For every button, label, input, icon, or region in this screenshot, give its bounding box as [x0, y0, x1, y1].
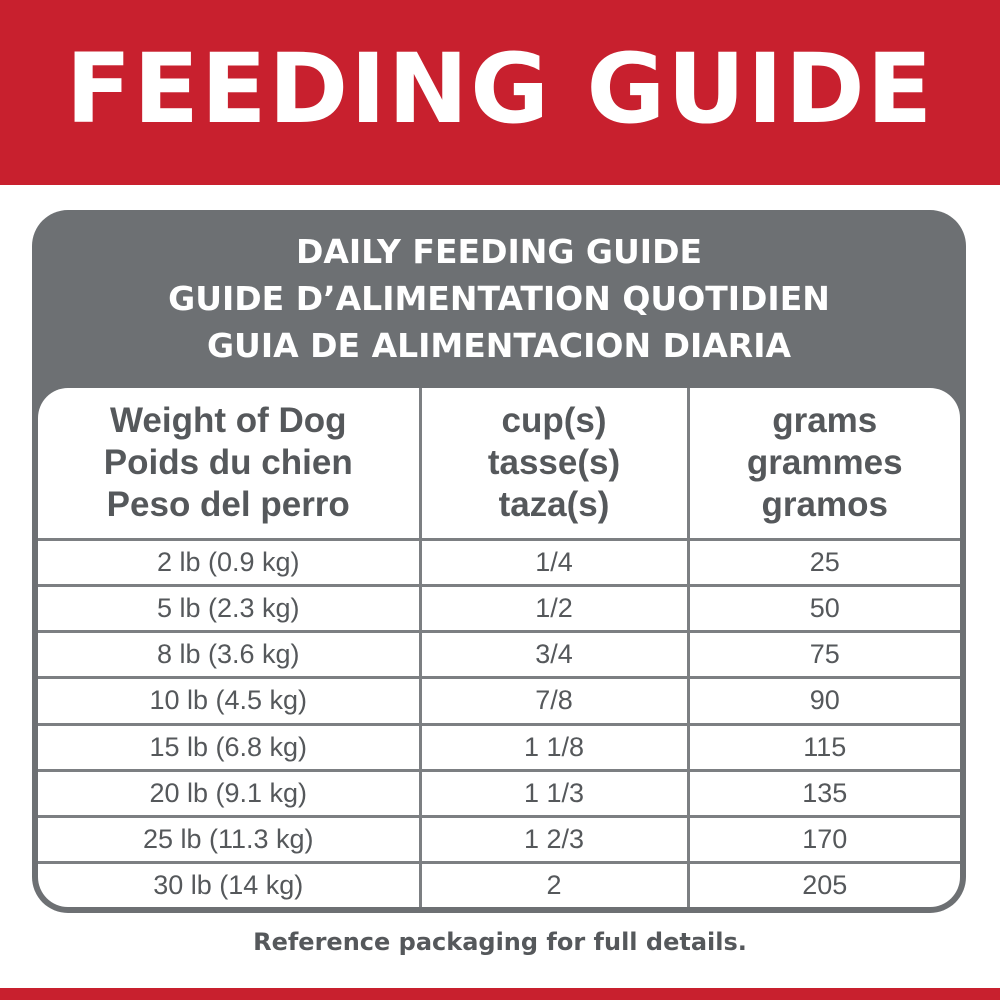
- cups-cell: 1 1/8: [420, 724, 688, 770]
- header-cups-en: cup(s): [501, 401, 607, 440]
- grams-cell: 75: [688, 632, 960, 678]
- bottom-bar: [0, 988, 1000, 1000]
- weight-cell: 25 lb (11.3 kg): [38, 816, 420, 862]
- weight-cell: 30 lb (14 kg): [38, 862, 420, 907]
- cups-cell: 3/4: [420, 632, 688, 678]
- footer-note: Reference packaging for full details.: [253, 928, 747, 956]
- header-weight: [38, 388, 420, 540]
- cups-cell: 1/4: [420, 540, 688, 586]
- header-cups-fr: tasse(s): [487, 443, 621, 482]
- feeding-table: [38, 388, 960, 907]
- weight-cell: 2 lb (0.9 kg): [38, 540, 420, 586]
- grams-cell: 170: [688, 816, 960, 862]
- grams-cell: 90: [688, 678, 960, 724]
- grams-cell: 205: [802, 869, 848, 900]
- header-grams: [688, 388, 960, 540]
- header-cups: [420, 388, 688, 540]
- table-row: [38, 540, 960, 586]
- table-header-row: [38, 388, 960, 540]
- cups-cell: 1 2/3: [420, 816, 688, 862]
- weight-cell: 15 lb (6.8 kg): [38, 724, 420, 770]
- table-row: [38, 862, 960, 907]
- feeding-table-container: [38, 388, 960, 907]
- header-weight-fr: Poids du chien: [103, 443, 353, 482]
- cups-cell: 1/2: [420, 586, 688, 632]
- card-title-spanish: GUIA DE ALIMENTACION DIARIA: [206, 326, 792, 365]
- table-row: [38, 678, 960, 724]
- card-titles: [32, 228, 966, 369]
- cups-cell: 1 1/3: [420, 770, 688, 816]
- table-row: [38, 632, 960, 678]
- table-row: [38, 816, 960, 862]
- card-title-english: DAILY FEEDING GUIDE: [295, 232, 703, 271]
- table-row: [38, 586, 960, 632]
- header-weight-es: Peso del perro: [106, 485, 350, 524]
- table-row: [38, 770, 960, 816]
- grams-cell: 50: [688, 586, 960, 632]
- page-title: FEEDING GUIDE: [65, 32, 935, 145]
- weight-cell: 20 lb (9.1 kg): [38, 770, 420, 816]
- feeding-guide-card: [32, 210, 966, 913]
- header-cups-es: taza(s): [498, 485, 610, 524]
- header-weight-en: Weight of Dog: [109, 401, 347, 440]
- weight-cell: 5 lb (2.3 kg): [38, 586, 420, 632]
- weight-cell: 10 lb (4.5 kg): [38, 678, 420, 724]
- cups-cell: 2: [420, 862, 688, 907]
- grams-cell: 135: [688, 770, 960, 816]
- card-title-french: GUIDE D’ALIMENTATION QUOTIDIEN: [168, 279, 830, 318]
- header-grams-es: gramos: [761, 485, 888, 524]
- grams-cell: 25: [688, 540, 960, 586]
- table-row: [38, 724, 960, 770]
- header-banner: [0, 0, 1000, 185]
- header-grams-fr: grammes: [746, 443, 903, 482]
- cups-cell: 7/8: [420, 678, 688, 724]
- header-grams-en: grams: [772, 401, 878, 440]
- weight-cell: 8 lb (3.6 kg): [38, 632, 420, 678]
- grams-cell: 115: [688, 724, 960, 770]
